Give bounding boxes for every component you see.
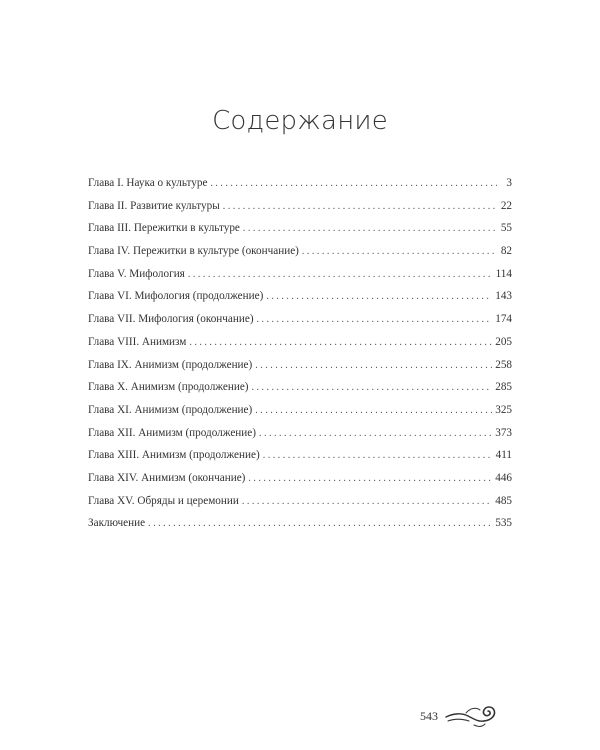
toc-entry [88,494,512,517]
toc-entry [88,448,512,471]
toc-entry-page: 535 [495,517,512,530]
toc-leader-dots [243,222,497,236]
toc-entry [88,471,512,494]
toc-entry-page: 325 [495,403,512,416]
toc-entry [88,221,512,244]
toc-entry-page: 205 [495,335,512,348]
toc-entry-page: 411 [495,449,512,462]
toc-entry-page: 373 [495,426,512,439]
toc-entry-label: Глава XII. Анимизм (продолжение) [88,426,256,439]
toc-entry-page: 3 [506,177,512,189]
toc-entry-page: 82 [500,245,512,258]
toc-entry-page: 446 [495,471,512,484]
toc-entry [88,176,512,199]
toc-entry-page: 143 [495,290,512,303]
toc-leader-dots [266,290,492,304]
toc-leader-dots [252,381,493,395]
toc-entry-label: Глава XIV. Анимизм (окончание) [88,471,246,484]
toc-entry [88,267,512,290]
toc-leader-dots [188,268,493,282]
toc-entry-page: 55 [500,222,512,235]
page-footer [420,703,500,729]
toc-entry-page: 485 [495,494,512,507]
page-title: Содержание [212,106,388,136]
toc-entry-page: 285 [495,381,512,394]
toc-entry [88,244,512,267]
toc-entry [88,335,512,358]
toc-leader-dots [302,245,497,259]
toc-entry-label: Глава X. Анимизм (продолжение) [88,381,249,394]
toc-leader-dots [248,472,492,486]
toc-entry [88,516,512,539]
toc-entry [88,380,512,403]
toc-entry [88,312,512,335]
toc-leader-dots [148,517,492,531]
toc-entry-label: Глава VIII. Анимизм [88,335,187,348]
toc-entry [88,358,512,381]
table-of-contents [88,176,512,539]
toc-entry-page: 114 [495,267,512,280]
toc-entry-label: Глава VII. Мифология (окончание) [88,313,254,326]
toc-leader-dots [223,200,497,214]
toc-leader-dots [242,495,492,509]
toc-entry-label: Заключение [88,517,146,530]
toc-entry-label: Глава III. Пережитки в культуре [88,222,240,235]
toc-entry-label: Глава XIII. Анимизм (продолжение) [88,449,260,462]
toc-entry-label: Глава VI. Мифология (продолжение) [88,290,264,303]
toc-leader-dots [189,336,492,350]
toc-leader-dots [257,313,493,327]
toc-entry-label: Глава IV. Пережитки в культуре (окончание) [88,245,299,258]
flourish-ornament-icon [444,703,500,729]
toc-entry-label: Глава I. Наука о культуре [88,177,208,189]
toc-entry-page: 22 [500,199,512,212]
toc-entry-label: Глава XI. Анимизм (продолжение) [88,403,253,416]
toc-leader-dots [259,427,492,441]
toc-entry [88,289,512,312]
page-number: 543 [420,708,438,723]
toc-entry-label: Глава IX. Анимизм (продолжение) [88,358,253,371]
toc-entry-page: 174 [495,313,512,326]
toc-entry-label: Глава XV. Обряды и церемонии [88,494,239,507]
toc-leader-dots [255,359,492,373]
toc-entry [88,403,512,426]
toc-entry-label: Глава II. Развитие культуры [88,199,220,212]
toc-entry [88,199,512,222]
toc-entry-page: 258 [495,358,512,371]
toc-entry [88,426,512,449]
toc-leader-dots [263,449,493,463]
toc-leader-dots [210,177,497,191]
toc-entry-label: Глава V. Мифология [88,267,185,280]
toc-leader-dots [255,404,492,418]
